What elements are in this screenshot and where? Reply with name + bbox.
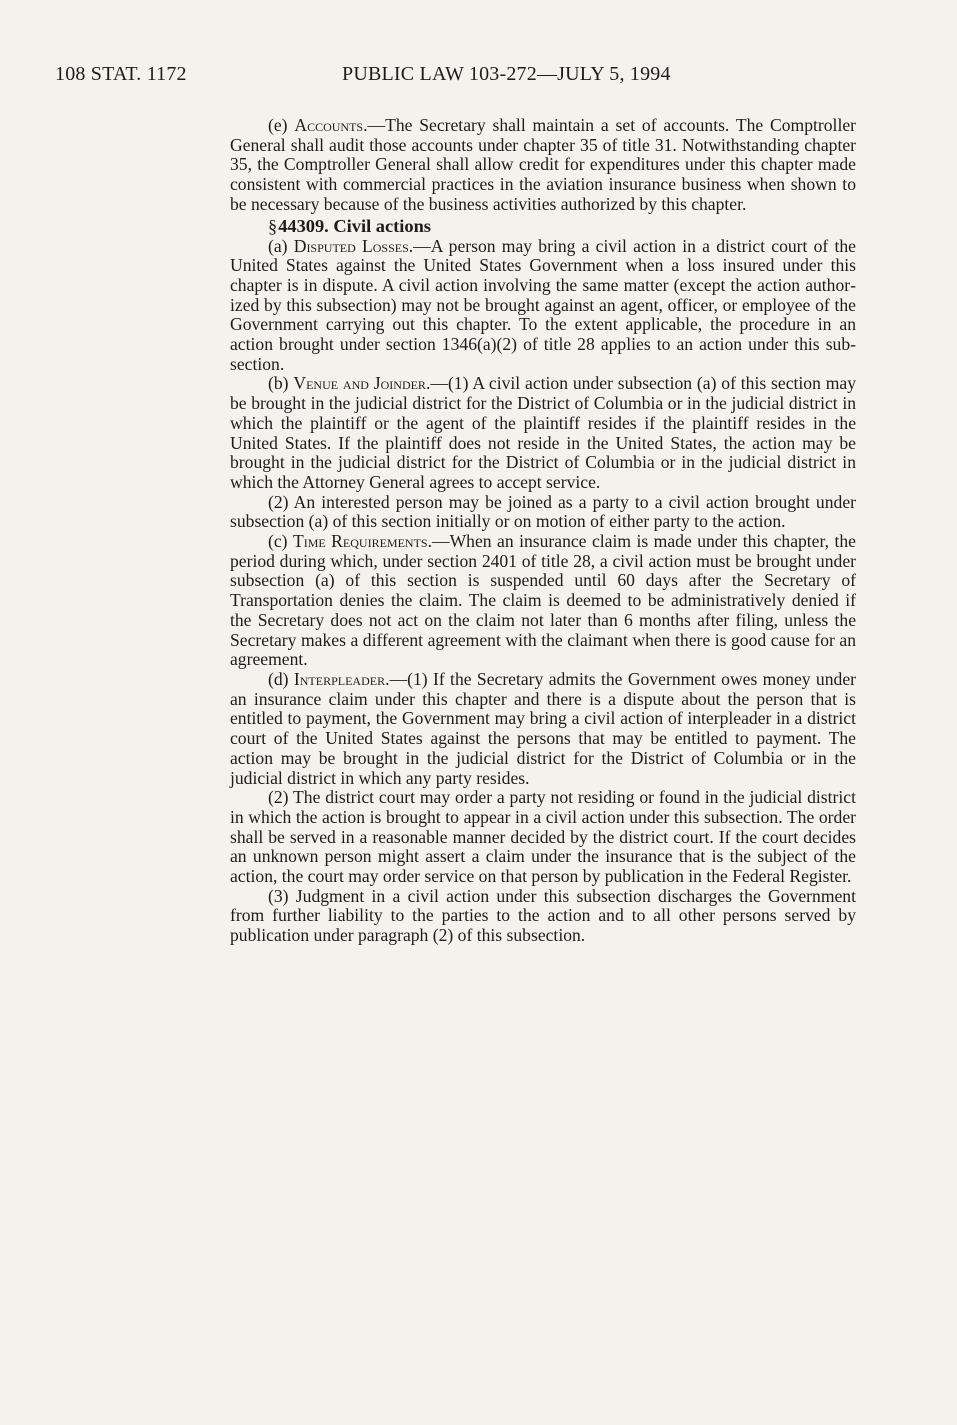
section-heading — [230, 215, 856, 237]
paragraph-heading: Venue and Joinder — [293, 373, 426, 394]
paragraph-heading: Disputed Losses — [293, 235, 409, 256]
paragraph-accounts — [230, 116, 856, 215]
paragraph-label: (c) — [268, 531, 293, 552]
paragraph-label: (b) — [268, 373, 294, 394]
paragraph-disputed-losses — [230, 237, 856, 375]
paragraph-label: (e) — [268, 115, 295, 135]
paragraph-text: (2) An interested person may be joined as a party to a civil action brought under subsection (a) of this section initially or on motion of either party to the action. — [230, 491, 856, 532]
section-symbol: § — [268, 215, 278, 236]
paragraph-interpleader — [230, 670, 856, 788]
paragraph-text: .—A person may bring a civil action in a district court of the United States against the United States Government when a loss insured under this chapter is in dispute. A civil action involving the same matter (except the action authorized by this subsection) may not be brought against an agent, officer, or employee of the Government carrying out this chapter. To the extent applicable, the procedure in an action brought under section 1346(a)(2) of title 28 applies to an action under this subsection. — [230, 235, 856, 374]
paragraph-text: .—(1) A civil action under subsection (a) of this section may be brought in the judicial district for the District of Columbia or in the judicial district in which the plaintiff or the agent of the plaintiff resides if the plaintiff resides in the United States. If the plaintiff does not reside in the United States, the action may be brought in the judicial district for the District of Columbia or in the judicial district in which the Attorney General agrees to accept service. — [230, 373, 857, 492]
body-text — [230, 116, 856, 946]
paragraph-text: (2) The district court may order a party not residing or found in the judicial district in which the action is brought to appear in a civil action under this subsection. The order shall be served in a reasonable manner decided by the district court. If the court decides an unknown person might assert a claim under the insurance that is the subject of the action, the court may order service on that person by publication in the Federal Register. — [230, 787, 856, 887]
paragraph-heading: Accounts — [294, 115, 364, 135]
paragraph-heading: Time Requirements — [292, 531, 428, 552]
paragraph-joinder-2 — [230, 493, 856, 532]
section-number: 44309. — [278, 215, 329, 236]
paragraph-text: .—When an insurance claim is made under this chapter, the period during which, under section 2401 of title 28, a civil action must be brought under subsection (a) of this section is suspended until 60 days after the Secretary of Transportation denies the claim. The claim is deemed to be administratively denied if the Secretary does not act on the claim not later than 6 months after filing, unless the Secretary makes a different agreement with the claimant when there is good cause for an agreement. — [230, 531, 856, 670]
section-title: Civil actions — [333, 215, 431, 236]
paragraph-label: (d) — [268, 668, 294, 689]
paragraph-interpleader-2 — [230, 788, 856, 887]
paragraph-text: (3) Judgment in a civil action under this subsection discharges the Government from further liability to the parties to the action and to all other persons served by publication under paragraph (2) of this subsection. — [230, 885, 856, 946]
paragraph-time-requirements — [230, 532, 856, 670]
public-law-reference: PUBLIC LAW 103-272—JULY 5, 1994 — [342, 63, 671, 85]
paragraph-heading: Interpleader — [293, 668, 386, 689]
paragraph-label: (a) — [268, 235, 294, 256]
paragraph-text: .—(1) If the Secretary admits the Government owes money under an insurance claim under this chapter and there is a dispute about the person that is entitled to payment, the Government may bring a civil action of interpleader in a district court of the United States against the persons that may be entitled to payment. The action may be brought in the judicial district for the District of Columbia or in the judicial district in which any party resides. — [230, 668, 856, 788]
paragraph-interpleader-3 — [230, 887, 856, 946]
paragraph-venue-and-joinder — [230, 374, 856, 492]
statute-reference: 108 STAT. 1172 — [55, 63, 187, 85]
paragraph-text: .—The Secretary shall maintain a set of accounts. The Comptroller General shall audit those accounts under chapter 35 of title 31. Notwithstanding chapter 35, the Comptroller General shall allow credit for expenditures under this chapter made consistent with commercial practices in the aviation insurance business when shown to be necessary because of the business activities authorized by this chapter. — [230, 115, 857, 214]
